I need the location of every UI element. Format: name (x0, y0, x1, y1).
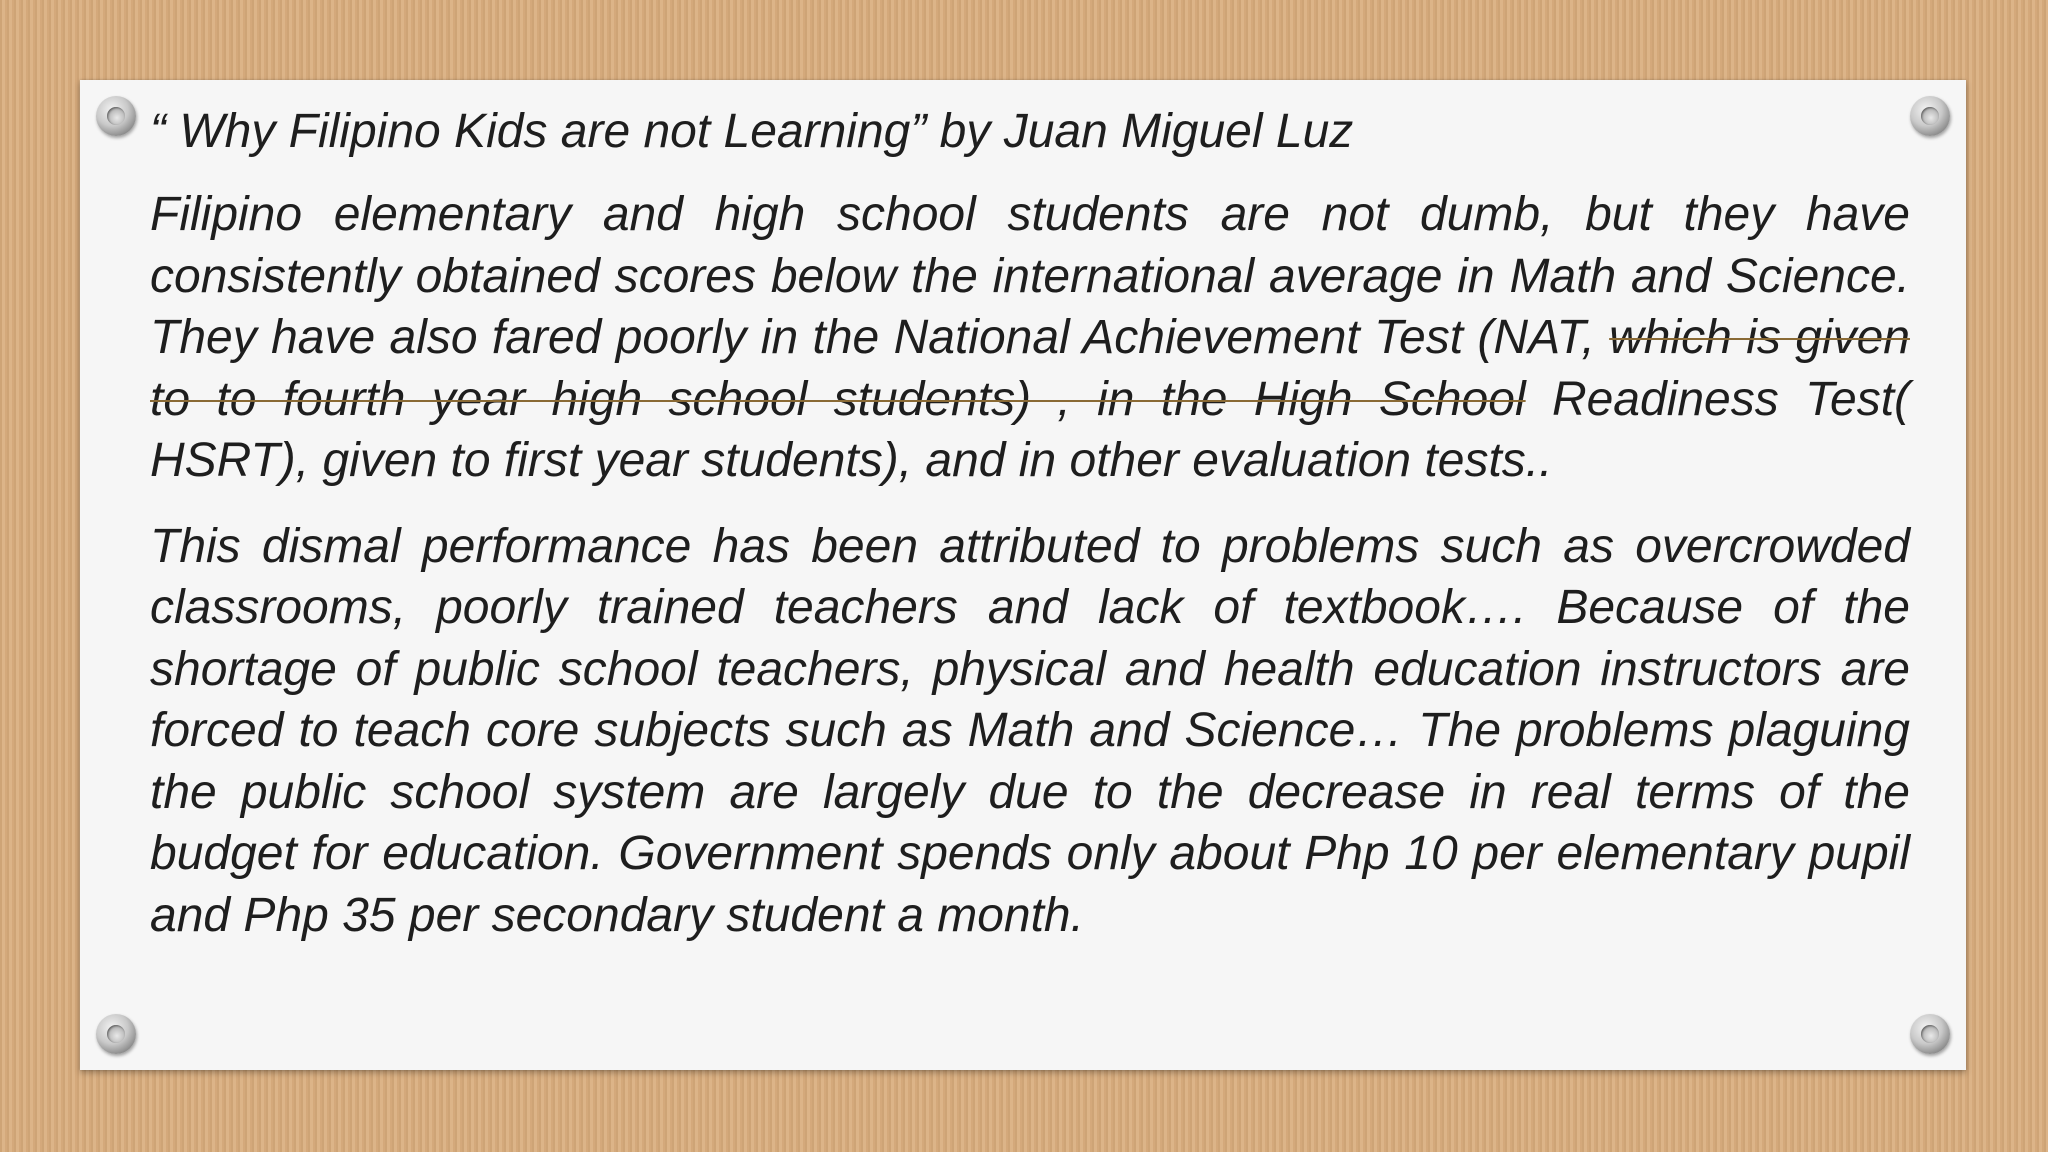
grommet-top-right-icon (1910, 96, 1950, 136)
paragraph-one-text: Filipino elementary and high school students are not dumb, but they have consistently obtained scores below the international average in Math and Science. They have also fared poorly in the National Achievement Test (NAT, (150, 188, 1910, 364)
struck-through-text: which is given to to fourth year high school students) , in the High School (150, 311, 1910, 426)
paragraph-one-continued: Readiness Test( HSRT), given to first year students), and in other evaluation tests.. (150, 372, 1911, 487)
grommet-bottom-left-icon (96, 1014, 136, 1054)
slide-content (150, 100, 1910, 946)
paragraph-one (150, 184, 1910, 492)
grommet-bottom-right-icon (1910, 1014, 1950, 1054)
paragraph-two: This dismal performance has been attributed to problems such as overcrowded classrooms, poorly trained teachers and lack of textbook…. Because of the shortage of public school teachers, physical and health education instructors are forced to teach core subjects such as Math and Science… The problems plaguing the public school system are largely due to the decrease in real terms of the budget for education. Government spends only about Php 10 per elementary pupil and Php 35 per secondary student a month. (150, 519, 1910, 942)
grommet-top-left-icon (96, 96, 136, 136)
slide-title: “ Why Filipino Kids are not Learning” by Juan Miguel Luz (150, 105, 1354, 158)
